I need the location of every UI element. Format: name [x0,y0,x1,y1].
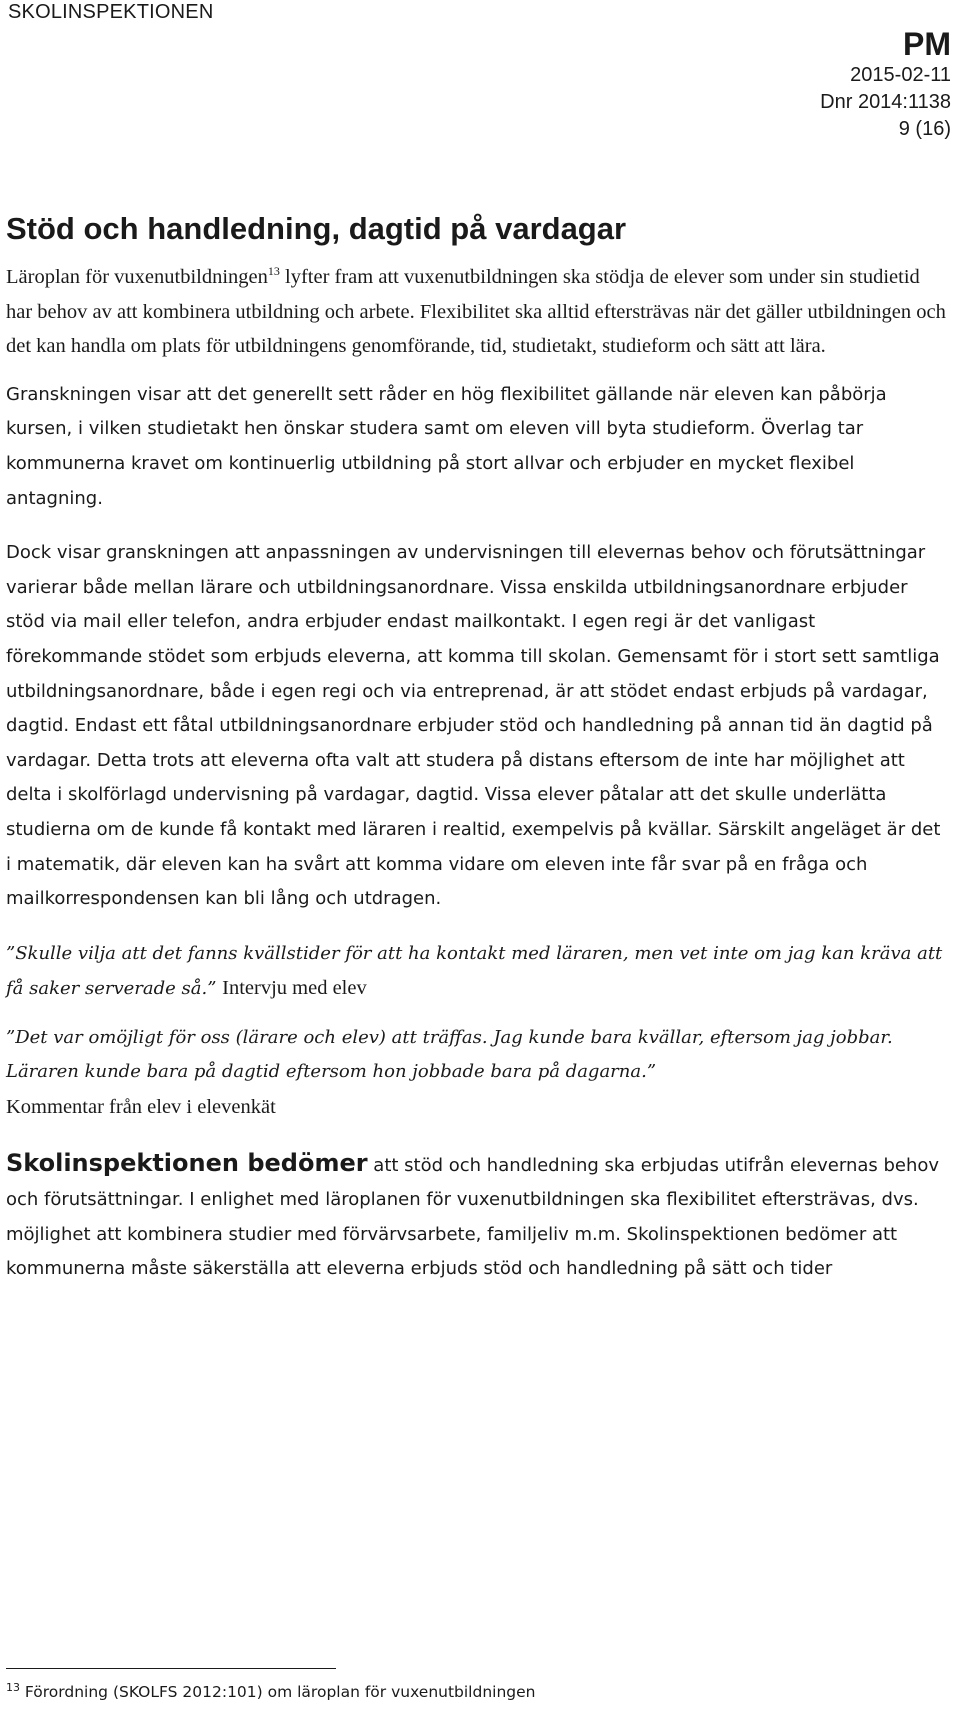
doc-date: 2015-02-11 [850,64,951,86]
doc-type: PM [903,26,951,62]
paragraph-1-rest: lyfter fram att vuxenutbildningen ska stödja de elever som under sin studietid har behov av att kombinera utbildning och arbete. Flexibilitet ska alltid eftersträvas när det gäller utbildningen och det kan handla om plats för utbildningens genomförande, tid, studietakt, studieform och sätt att lära. [6,266,946,358]
quote-1-source: Intervju med elev [222,977,367,1000]
footnote-text: Förordning (SKOLFS 2012:101) om läroplan för vuxenutbildningen [20,1683,536,1701]
quote-1 [6,937,951,1007]
org-name: SKOLINSPEKTIONEN [8,1,214,23]
paragraph-1 [6,260,951,364]
paragraph-2: Granskningen visar att det generellt sett råder en hög flexibilitet gällande när eleven kan påbörja kursen, i vilken studietakt hen önskar studera samt om eleven vill byta studieform. Överlag tar kommunerna kravet om kontinuerlig utbildning på stort allvar och erbjuder en mycket flexibel antagning. [6,383,887,509]
section-title: Stöd och handledning, dagtid på vardagar [6,211,627,246]
assessment-text: att stöd och handledning ska erbjudas utifrån elevernas behov och förutsättningar. I enlighet med läroplanen för vuxenutbildningen ska flexibilitet eftersträvas, dvs. möjlighet att kombinera studier med förvärvsarbete, familjeliv m.m. Skolinspektionen bedömer att kommunerna måste säkerställa att eleverna erbjuds stöd och handledning på sätt och tider [6,1154,940,1280]
doc-dnr: Dnr 2014:1138 [820,91,951,113]
quote-2-source: Kommentar från elev i elevenkät [6,1096,276,1119]
quote-2-text: ”Det var omöjligt för oss (lärare och elev) att träffas. Jag kunde bara kvällar, eftersom jag jobbar. Läraren kunde bara på dagtid eftersom hon jobbade bara på dagarna.” [6,1026,893,1083]
quote-1-text: ”Skulle vilja att det fanns kvällstider för att ha kontakt med läraren, men vet inte om jag kan kräva att få saker serverade så.” [6,942,943,1000]
assessment-paragraph [6,1146,951,1287]
footnote [6,1680,536,1701]
page-number: 9 (16) [898,118,951,140]
main-content [6,208,951,1287]
footnote-ref[interactable]: 13 [267,264,280,279]
document-meta [820,26,951,143]
footnote-number: 13 [6,1680,20,1694]
assessment-heading: Skolinspektionen bedömer [6,1148,368,1177]
quote-2 [6,1021,951,1126]
footnote-divider [6,1668,336,1669]
paragraph-3: Dock visar granskningen att anpassningen av undervisningen till elevernas behov och förutsättningar varierar både mellan lärare och utbildningsanordnare. Vissa enskilda utbildningsanordnare erbjuder stöd via mail eller telefon, andra erbjuder endast mailkontakt. I egen regi är det vanligast förekommande stödet som erbjuds eleverna, att komma till skolan. Gemensamt för i stort sett samtliga utbildningsanordnare, både i egen regi och via entreprenad, är att stödet endast erbjuds på vardagar, dagtid. Endast ett fåtal utbildningsanordnare erbjuder stöd och handledning på annan tid än dagtid på vardagar. Detta trots att eleverna ofta valt att studera på distans eftersom de inte har möjlighet att delta i skolförlagd undervisning på vardagar, dagtid. Vissa elever påtalar att det skulle underlätta studierna om de kunde få kontakt med läraren i realtid, exempelvis på kvällar. Särskilt angeläget är det i matematik, där eleven kan ha svårt att komma vidare om eleven inte får svar på en fråga och mailkorrespondensen kan bli lång och utdragen. [6,542,941,910]
paragraph-1-start: Läroplan för vuxenutbildningen [6,266,268,288]
